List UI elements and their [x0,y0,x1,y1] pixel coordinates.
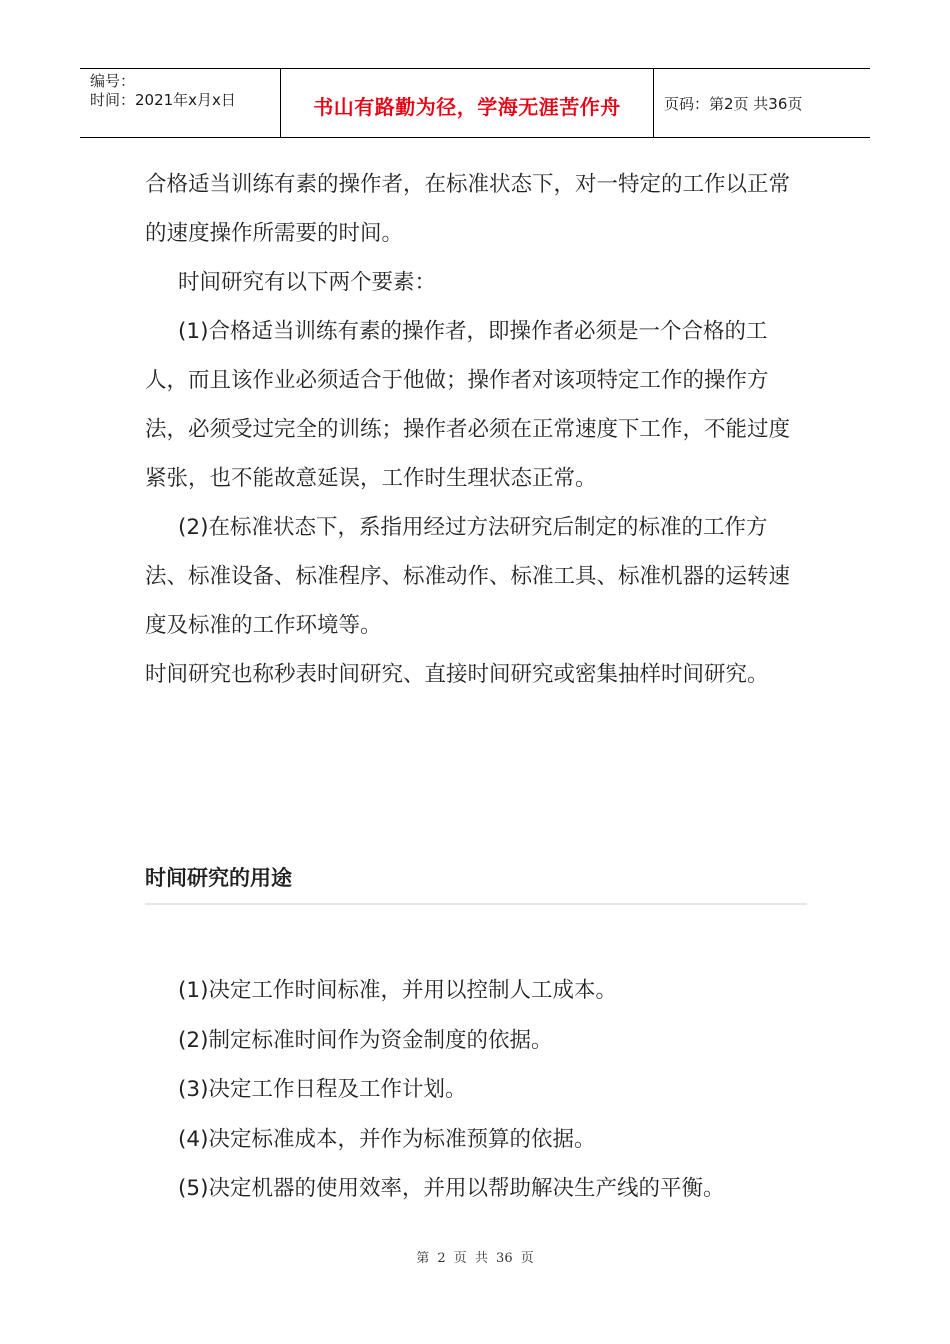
page-footer: 第 2 页 共 36 页 [416,1251,534,1266]
document-header [80,68,870,138]
header-meta-cell [80,69,281,137]
list-item: (5)决定机器的使用效率，并用以帮助解决生产线的平衡。 [178,1176,725,1201]
section-heading: 时间研究的用途 [145,866,292,890]
list-item: (4)决定标准成本，并作为标准预算的依据。 [178,1126,596,1152]
list-item: (1)决定工作时间标准，并用以控制人工成本。 [178,978,617,1003]
list-item: (3)决定工作日程及工作计划。 [178,1077,467,1102]
date-line: 时间：2021年x月x日 [90,91,236,109]
heading-divider [145,903,807,905]
paragraph: 时间研究也称秒表时间研究、直接时间研究或密集抽样时间研究。 [145,662,769,687]
body-text [145,160,810,699]
header-page-info: 页码：第2页 共36页 [664,94,803,113]
page-info-cell [654,69,870,137]
paragraph: (2)在标准状态下，系指用经过方法研究后制定的标准的工作方法、标准设备、标准程序、标准动作、标准工具、标准机器的运转速度及标准的工作环境等。 [145,515,791,638]
uses-list [178,966,818,1214]
motto-cell [281,69,654,137]
paragraph: 时间研究有以下两个要素： [178,270,437,295]
header-motto: 书山有路勤为径，学海无涯苦作舟 [313,94,621,119]
paragraph: (1)合格适当训练有素的操作者，即操作者必须是一个合格的工人，而且该作业必须适合于他做；操作者对该项特定工作的操作方法，必须受过完全的训练；操作者必须在正常速度下工作，不能过度紧张，也不能故意延误，工作时生理状态正常。 [145,319,791,491]
list-item: (2)制定标准时间作为资金制度的依据。 [178,1027,553,1053]
number-label: 编号： [90,72,136,90]
paragraph: 合格适当训练有素的操作者，在标准状态下，对一特定的工作以正常的速度操作所需要的时间。 [145,172,791,246]
